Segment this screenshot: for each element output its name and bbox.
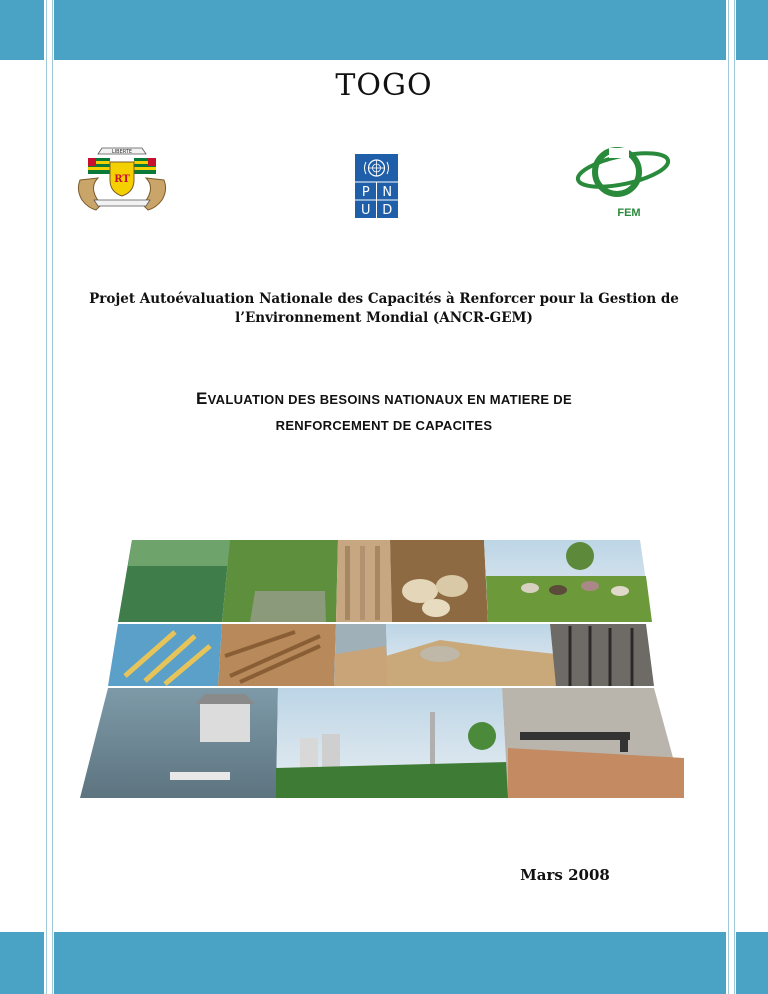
fem-logo [573, 140, 673, 220]
photo-burnt-forest [550, 624, 654, 686]
photo-yams [390, 540, 488, 622]
top-right-band [736, 0, 768, 60]
globe-orbit-icon [575, 147, 671, 194]
title-line-1 [60, 386, 708, 413]
document-title [60, 386, 708, 439]
photo-flood [80, 688, 278, 798]
frame-line [734, 0, 735, 994]
project-name [60, 290, 708, 328]
top-left-band [0, 0, 44, 60]
svg-text:RT: RT [114, 174, 130, 185]
project-line-2: l’Environnement Mondial (ANCR-GEM) [235, 310, 533, 326]
bottom-right-band [736, 932, 768, 994]
pnud-letter: N [382, 185, 393, 200]
photo-wood-stacks [336, 540, 392, 622]
fem-label: FEM [617, 207, 641, 219]
photo-blueprint [108, 624, 222, 686]
bottom-left-band [0, 932, 44, 994]
pnud-logo [355, 154, 398, 218]
top-band [54, 0, 726, 60]
frame-line [728, 0, 729, 994]
photo-riverbank [334, 624, 388, 686]
title-initial: E [196, 389, 208, 408]
country-title: TOGO [335, 68, 433, 103]
frame-line [52, 0, 53, 994]
photo-river-trees [222, 540, 338, 622]
photo-collage [80, 536, 700, 808]
pnud-letter: D [382, 203, 393, 218]
frame-line [46, 0, 47, 994]
photo-factory [276, 688, 508, 798]
bottom-band [54, 932, 726, 994]
photo-cattle [484, 540, 652, 622]
svg-text:LIBERTE: LIBERTE [111, 149, 133, 155]
title-line-1-rest: VALUATION DES BESOINS NATIONAUX EN MATIERE DE [207, 392, 572, 407]
coat-of-arms-icon [76, 142, 168, 214]
pnud-letter: P [361, 185, 370, 200]
photo-firewood [218, 624, 336, 686]
photo-beach [502, 688, 684, 798]
project-line-1: Projet Autoévaluation Nationale des Capacités à Renforcer pour la Gestion de [89, 291, 679, 307]
photo-rocky-hills [386, 624, 556, 686]
title-line-2: RENFORCEMENT DE CAPACITES [275, 418, 493, 433]
pnud-letter: U [360, 203, 371, 218]
publication-date: Mars 2008 [520, 866, 610, 884]
photo-forest [118, 540, 230, 622]
